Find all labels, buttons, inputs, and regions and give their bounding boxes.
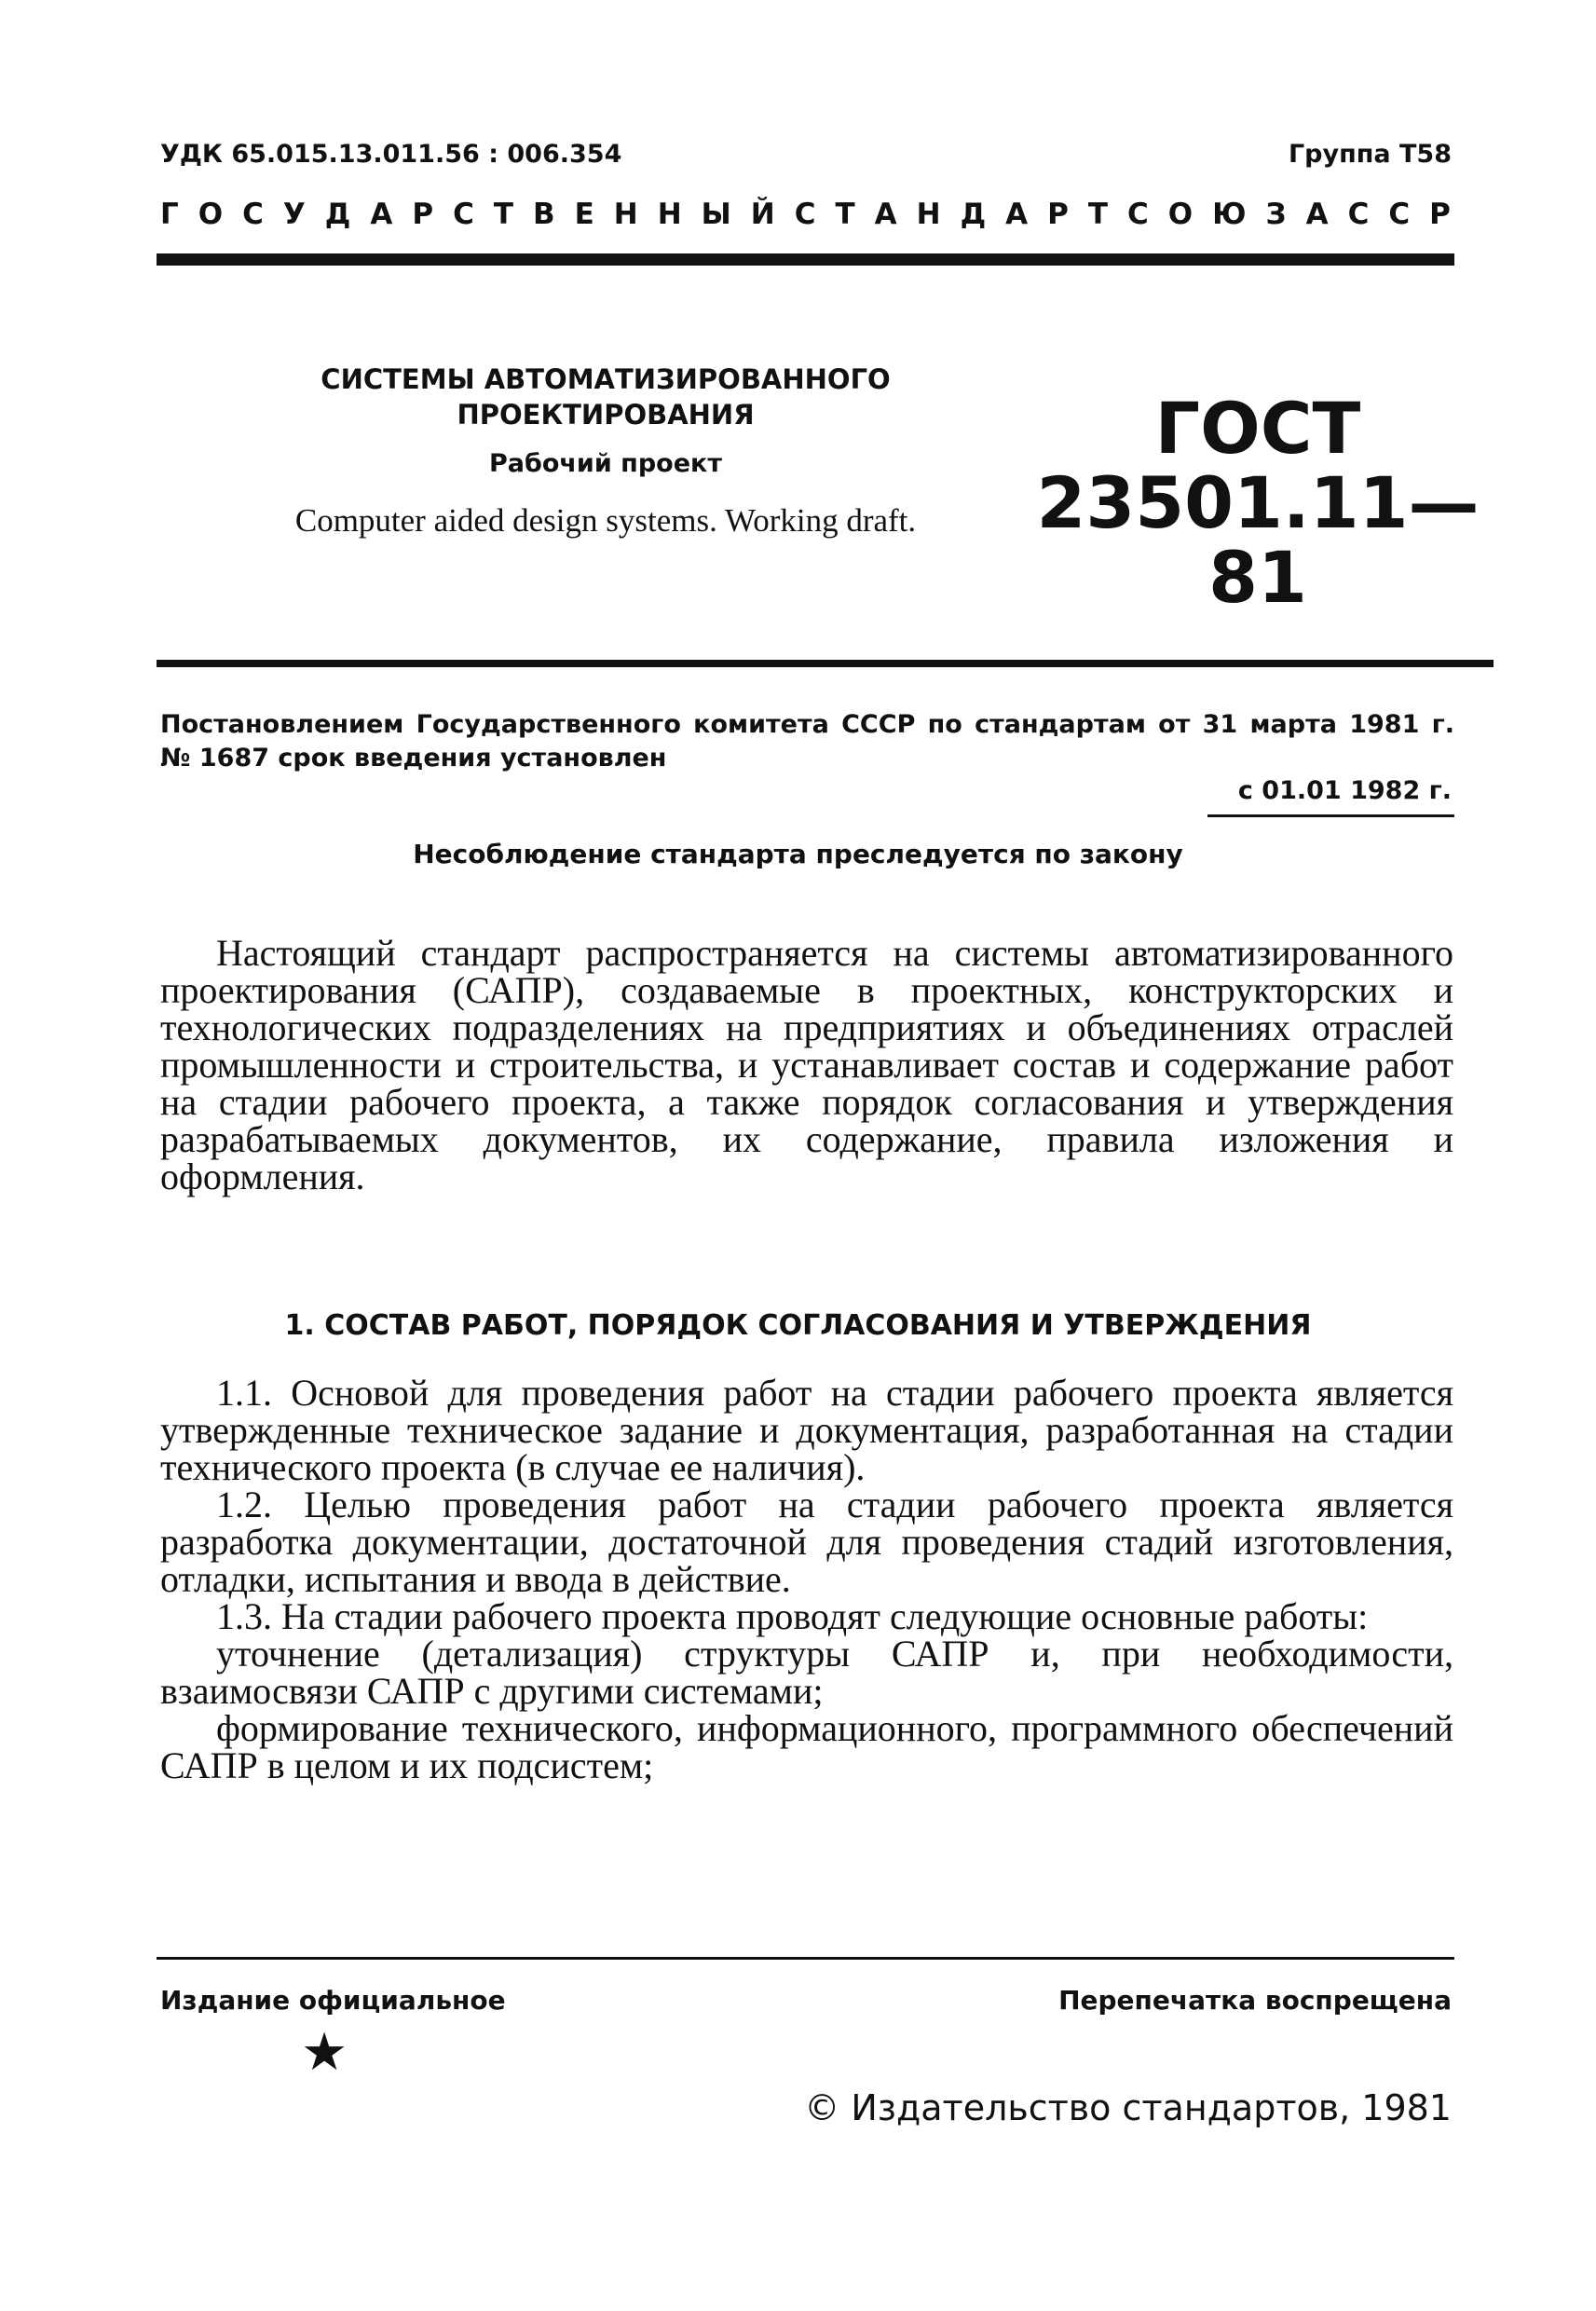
group-code: Группа Т58 [1288,140,1452,169]
header-rule [157,253,1454,266]
star-icon: ★ [301,2024,348,2082]
paragraph-1-3: 1.3. На стадии рабочего проекта проводят следующие основные работы: [216,1595,1369,1637]
reprint-notice: Перепечатка воспрещена [1058,1985,1452,2016]
intro-text: Настоящий стандарт распространяется на системы автоматизированного проектирования (САПР), создаваемые в проектных, конструкторских и технологических подразделениях на предприятиях и объединениях отраслей промышленности и строительства, и устанавливает состав и содержание работ на стадии рабочего проекта, а также порядок согласования и утверждения разрабатываемых документов, их содержание, правила изложения и оформления. [160,932,1453,1197]
banner-word-4: ССР [1347,198,1470,231]
gost-label: ГОСТ [1154,387,1361,470]
list-item-forming: формирование технического, информационного, программного обеспечений САПР в целом и их подсистем; [160,1707,1453,1786]
title-subtitle: Рабочий проект [488,449,722,478]
effective-date: с 01.01 1982 г. [1237,776,1452,805]
gost-number: 23501.11—81 [1036,461,1480,619]
paragraph-1-1: 1.1. Основой для проведения работ на стадии рабочего проекта является утвержденные техническое задание и документация, разработанная на стадии технического проекта (в случае ее наличия). [160,1372,1453,1488]
section-1-title: 1. СОСТАВ РАБОТ, ПОРЯДОК СОГЛАСОВАНИЯ И УТВЕРЖДЕНИЯ [284,1309,1312,1342]
banner-word-1: ГОСУДАРСТВЕННЫЙ [160,198,795,231]
title-line-1: СИСТЕМЫ АВТОМАТИЗИРОВАННОГО [321,363,891,395]
title-block [214,362,997,540]
title-rule [157,660,1494,667]
udk-code: УДК 65.015.13.011.56 : 006.354 [160,140,622,169]
decree-body: Постановлением Государственного комитета СССР по стандартам от 31 марта 1981 г. № 1687 срок введения установлен [160,710,1454,773]
section-1-body [160,1374,1453,1785]
official-edition: Издание официальное [160,1985,506,2016]
decree-text [160,708,1454,775]
banner-word-2: СТАНДАРТ [794,198,1128,231]
intro-paragraph [160,932,1453,1197]
footer-rule [157,1957,1454,1960]
date-underline [1207,814,1454,817]
list-item-detail: уточнение (детализация) структуры САПР и, при необходимости, взаимосвязи САПР с другими системами; [160,1633,1453,1712]
title-line-2: ПРОЕКТИРОВАНИЯ [457,399,755,431]
publisher-copyright: © Издательство стандартов, 1981 [804,2087,1452,2128]
state-standard-banner [160,198,1470,231]
paragraph-1-2: 1.2. Целью проведения работ на стадии рабочего проекта является разработка документации, достаточной для проведения стадий изготовления, отладки, испытания и ввода в действие. [160,1484,1453,1600]
law-notice: Несоблюдение стандарта преследуется по закону [413,839,1183,869]
title-english: Computer aided design systems. Working draft. [294,502,917,539]
banner-word-3: СОЮЗА [1127,198,1348,231]
